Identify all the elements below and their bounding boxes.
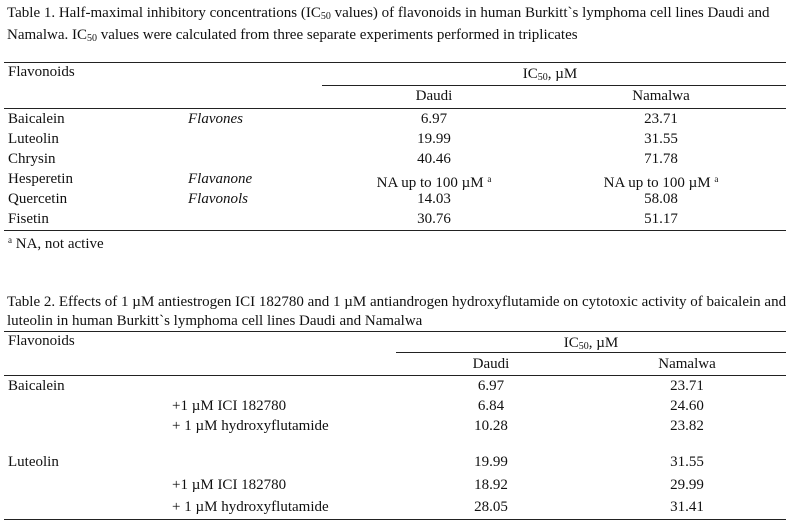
table2-group-name: Luteolin — [8, 454, 59, 470]
table1-cell-daudi: 40.46 — [417, 151, 451, 167]
ic-unit: , µM — [588, 335, 619, 351]
ic-sub: 50 — [578, 341, 589, 352]
table1-header-ic50 — [523, 65, 577, 87]
table2-col-namalwa: Namalwa — [658, 356, 716, 372]
table2-cell-namalwa: 29.99 — [670, 477, 704, 493]
table1-caption-part: Table 1. Half-maximal inhibitory concentrations (IC — [7, 5, 321, 21]
table1-row-class: Flavonols — [188, 191, 248, 207]
table2-cell-daudi: 28.05 — [474, 499, 508, 515]
table1-row-class: Flavanone — [188, 171, 253, 187]
table2-col-daudi: Daudi — [472, 356, 510, 372]
table1-caption-sub: 50 — [86, 33, 97, 44]
na-text: NA up to 100 µM — [376, 175, 484, 191]
table1-cell-namalwa: 23.71 — [644, 111, 678, 127]
table1-cell-daudi: 30.76 — [417, 211, 451, 227]
ic-unit: , µM — [547, 66, 578, 82]
table1-caption-part: values were calculated from three separate experiments performed in triplicates — [96, 27, 578, 43]
table2-ic50-rule — [396, 352, 786, 353]
na-text: NA up to 100 µM — [603, 175, 711, 191]
table1-col-daudi: Daudi — [415, 88, 453, 104]
table2-cell-daudi: 19.99 — [474, 454, 508, 470]
table1-row-name: Luteolin — [8, 131, 59, 147]
table1-caption-part: values) of flavonoids in human Burkitt`s lymphoma cell lines Daudi and Namalwa. IC — [7, 5, 770, 43]
table1-cell-namalwa — [604, 170, 719, 192]
table1-top-rule — [4, 62, 786, 63]
table1-cell-namalwa: 71.78 — [644, 151, 678, 167]
table2-treatment-label: +1 µM ICI 182780 — [172, 477, 287, 493]
table2-cell-namalwa: 31.55 — [670, 454, 704, 470]
table1-caption-sub: 50 — [320, 11, 331, 22]
footnote-marker: a — [714, 174, 719, 184]
table1-header-rule — [4, 108, 786, 109]
table1-footnote — [8, 231, 104, 253]
table1-row-name: Fisetin — [8, 211, 49, 227]
table2-caption: Table 2. Effects of 1 µM antiestrogen ICI 182780 and 1 µM antiandrogen hydroxyflutamide on cytotoxic activity of baicalein and luteolin in human Burkitt`s lymphoma cell lines Daudi and Namalwa — [7, 294, 787, 329]
table2-bottom-rule — [4, 519, 786, 520]
footnote-text: NA, not active — [12, 236, 104, 252]
table2-treatment-label: + 1 µM hydroxyflutamide — [172, 418, 329, 434]
table2-cell-daudi: 18.92 — [474, 477, 508, 493]
table1-cell-namalwa: 31.55 — [644, 131, 678, 147]
table2-cell-namalwa: 31.41 — [670, 499, 704, 515]
table2-cell-namalwa: 23.71 — [670, 378, 704, 394]
table1-cell-namalwa: 51.17 — [644, 211, 678, 227]
ic-label: IC — [522, 66, 538, 82]
table2-cell-daudi: 10.28 — [474, 418, 508, 434]
table1-cell-namalwa: 58.08 — [644, 191, 678, 207]
table2-top-rule — [4, 331, 786, 332]
table2-group-name: Baicalein — [8, 378, 65, 394]
table1-cell-daudi: 19.99 — [417, 131, 451, 147]
table2-cell-namalwa: 23.82 — [670, 418, 704, 434]
table2-header-rule — [4, 375, 786, 376]
table1-cell-daudi — [377, 170, 492, 192]
table1-cell-daudi: 6.97 — [420, 111, 448, 127]
table2-cell-namalwa: 24.60 — [670, 398, 704, 414]
table1-col-namalwa: Namalwa — [632, 88, 690, 104]
table1-row-name: Chrysin — [8, 151, 56, 167]
ic-label: IC — [563, 335, 579, 351]
table1-bottom-rule — [4, 230, 786, 231]
table1-row-name: Hesperetin — [8, 171, 73, 187]
table2-treatment-label: + 1 µM hydroxyflutamide — [172, 499, 329, 515]
table1-row-name: Baicalein — [8, 111, 65, 127]
table1-ic50-rule — [322, 85, 786, 86]
table1-caption — [7, 4, 790, 48]
table2-cell-daudi: 6.84 — [477, 398, 505, 414]
table2-header-flavonoids: Flavonoids — [8, 333, 75, 349]
footnote-marker: a — [8, 235, 12, 245]
table1-header-flavonoids: Flavonoids — [8, 64, 75, 80]
table2-treatment-label: +1 µM ICI 182780 — [172, 398, 287, 414]
table1-row-class: Flavones — [188, 111, 243, 127]
footnote-marker: a — [487, 174, 492, 184]
table1-row-name: Quercetin — [8, 191, 68, 207]
table2-cell-daudi: 6.97 — [477, 378, 505, 394]
ic-sub: 50 — [537, 72, 548, 83]
table1-cell-daudi: 14.03 — [417, 191, 451, 207]
